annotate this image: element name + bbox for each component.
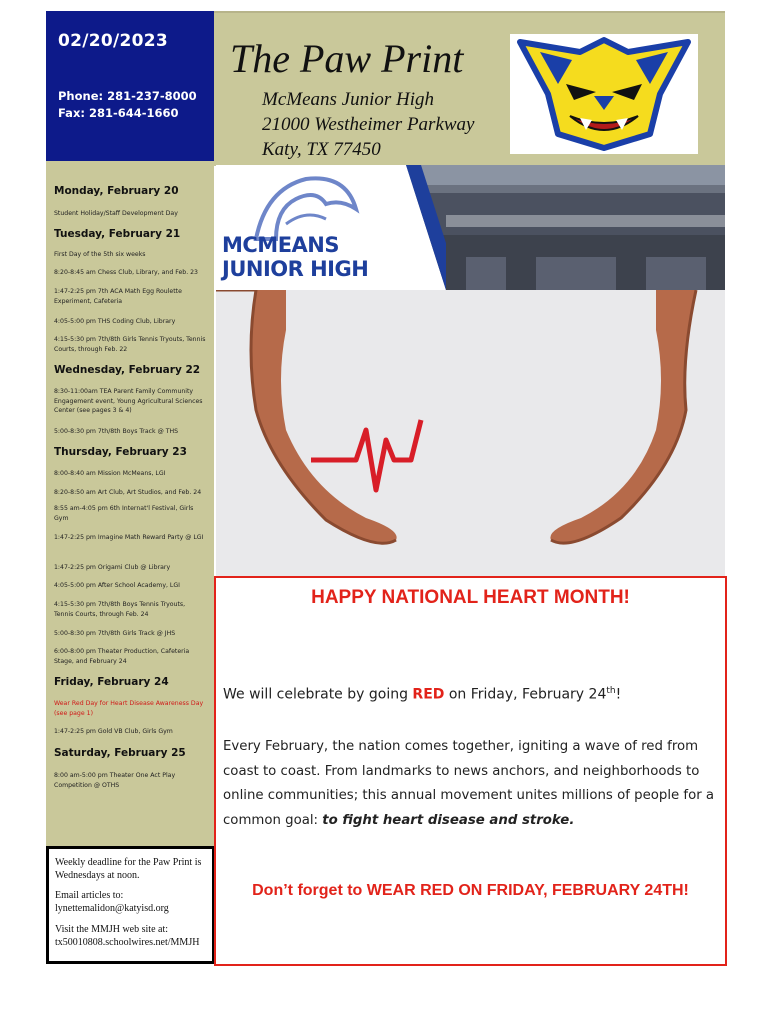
event-item: 4:05-5:00 pm THS Coding Club, Library — [54, 318, 176, 325]
calendar-sidebar — [46, 161, 214, 961]
event-item: 8:20-8:50 am Art Club, Art Studios, and Feb. 24 — [54, 489, 202, 496]
banner-title-line2: JUNIOR HIGH — [222, 257, 369, 281]
event-item: First Day of the 5th six weeks — [54, 251, 146, 258]
banner-title-line1: MCMEANS — [222, 233, 340, 257]
event-item: 8:00-8:40 am Mission McMeans, LGI — [54, 470, 166, 477]
event-item: 4:15-5:30 pm 7th/8th Boys Tennis Tryouts, Tennis Courts, through Feb. 24 — [54, 601, 186, 618]
event-item: 1:47-2:25 pm Origami Club @ Library — [54, 564, 171, 571]
day-heading-tuesday: Tuesday, February 21 — [54, 228, 181, 240]
heart-hands-image — [216, 290, 725, 576]
intro-end: ! — [615, 686, 622, 703]
city-state-zip: Katy, TX 77450 — [262, 139, 381, 160]
event-item: 8:20-8:45 am Chess Club, Library, and Feb. 23 — [54, 269, 198, 276]
event-item: 1:47-2:25 pm Imagine Math Reward Party @ LGI — [54, 534, 204, 541]
intro-date: on Friday, February 24 — [444, 686, 607, 703]
event-item: 8:00 am-5:00 pm Theater One Act Play Competition @ OTHS — [54, 772, 176, 789]
newsletter-title: The Paw Print — [230, 36, 464, 81]
email-info: Email articles to: lynettemalidon@katyisd.org — [55, 890, 169, 914]
school-banner — [216, 165, 725, 290]
event-item: 1:47-2:25 pm Gold VB Club, Girls Gym — [54, 728, 173, 735]
day-heading-wednesday: Wednesday, February 22 — [54, 364, 201, 376]
feature-paragraph — [223, 735, 723, 833]
paragraph-emphasis: to fight heart disease and stroke. — [322, 812, 575, 828]
heart-month-feature — [214, 576, 727, 966]
intro-red-word: RED — [412, 686, 445, 703]
feature-title: HAPPY NATIONAL HEART MONTH! — [311, 587, 630, 608]
wildcat-logo — [510, 34, 698, 154]
event-item: Student Holiday/Staff Development Day — [54, 210, 178, 217]
event-item: 5:00-8:30 pm 7th/8th Girls Track @ JHS — [54, 630, 176, 637]
intro-superscript: th — [606, 686, 616, 696]
deadline-box — [46, 846, 215, 964]
day-heading-thursday: Thursday, February 23 — [54, 446, 187, 458]
paragraph-text: Every February, the nation comes together, igniting a wave of red from coast to coast. From landmarks to news anchors, and neighborhoods to online communities; this annual movement unites millions of people for a common goal: — [223, 739, 715, 828]
header-contact-panel — [46, 11, 214, 161]
wear-red-reminder: Don’t forget to WEAR RED ON FRIDAY, FEBRUARY 24TH! — [252, 882, 689, 899]
event-item: 8:55 am-4:05 pm 6th Internat'l Festival, Girls Gym — [54, 505, 194, 522]
event-item: 6:00-8:00 pm Theater Production, Cafeteria Stage, and February 24 — [54, 648, 190, 665]
feature-intro — [223, 686, 621, 703]
issue-date: 02/20/2023 — [58, 31, 169, 51]
event-item: 4:15-5:30 pm 7th/8th Girls Tennis Tryouts, Tennis Courts, through Feb. 22 — [54, 336, 206, 353]
event-item: 1:47-2:25 pm 7th ACA Math Egg Roulette Experiment, Cafeteria — [54, 288, 182, 305]
phone-number: Phone: 281-237-8000 — [58, 89, 197, 103]
intro-text: We will celebrate by going — [223, 686, 413, 703]
event-item: 8:30-11:00am TEA Parent Family Community Engagement event, Young Agricultural Sciences Center (see pages 3 & 4) — [54, 388, 203, 414]
fax-number: Fax: 281-644-1660 — [58, 106, 179, 120]
day-heading-monday: Monday, February 20 — [54, 185, 179, 197]
school-name: McMeans Junior High — [262, 89, 435, 110]
masthead — [214, 11, 725, 166]
website-info: Visit the MMJH web site at: tx50010808.schoolwires.net/MMJH — [55, 924, 200, 948]
event-item-highlight: Wear Red Day for Heart Disease Awareness Day (see page 1) — [54, 700, 204, 717]
event-item: 5:00-8:30 pm 7th/8th Boys Track @ THS — [54, 428, 179, 435]
street-address: 21000 Westheimer Parkway — [262, 114, 475, 135]
day-heading-friday: Friday, February 24 — [54, 676, 169, 688]
deadline-text: Weekly deadline for the Paw Print is Wednesdays at noon. — [55, 857, 202, 881]
event-item: 4:05-5:00 pm After School Academy, LGI — [54, 582, 180, 589]
day-heading-saturday: Saturday, February 25 — [54, 747, 186, 759]
